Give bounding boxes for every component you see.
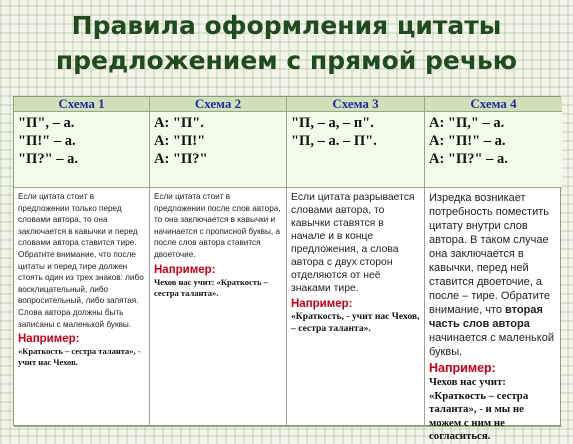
pattern-line: "П", – а. xyxy=(18,115,75,131)
rule-text xyxy=(429,191,558,359)
example-label: Например: xyxy=(154,263,216,276)
example-text: Чехов нас учит: «Краткость – сестра таланта». xyxy=(154,276,268,298)
rules-table xyxy=(13,96,561,443)
pattern-line: А: "П". xyxy=(154,115,204,131)
rule-text-end: начинается с маленькой буквы. xyxy=(429,332,554,358)
example-text: Чехов нас учит: «Краткость – сестра таланта», - и мы не можем с ним не согласиться. xyxy=(429,376,529,443)
example-label: Например: xyxy=(429,361,496,375)
rule-text-start: Изредка возникает потребность поместить цитату внутри слов автора. В таком случае она заключается в кавычки, перед ней ставится двоеточие, а после – тире. Обратите внимание, что xyxy=(429,192,550,316)
pattern-line: А: "П?" xyxy=(154,151,208,167)
example-label: Например: xyxy=(18,333,80,346)
rule-text: Если цитата разрывается словами автора, то кавычки ставятся в начале и в конце предложения, а слова автора с двух сторон отделяются от неё знаками тире. xyxy=(291,192,415,294)
pattern-line: А: "П!" – а. xyxy=(429,133,506,149)
example-text: «Краткость, - учит нас Чехов, – сестра таланта». xyxy=(291,311,420,334)
example-text xyxy=(18,346,145,368)
rule-cell-4 xyxy=(425,188,562,443)
pattern-line: А: "П," – а. xyxy=(429,115,505,131)
pattern-line: "П, – а. – П". xyxy=(291,133,377,149)
rule-text: Если цитата стоит в предложении только перед словами автора, то она заключается в кавычки и перед словами автора ставится тире. Обратите внимание, что после цитаты и перед тире должен стоять один из трех знаков: либо восклицательный, либо вопросительный, либо запятая. Слова автора должны быть записаны с маленькой буквы. xyxy=(18,192,144,329)
pattern-line: А: "П?" – а. xyxy=(429,151,508,167)
column-header-2: Схема 2 xyxy=(150,97,287,112)
title-line-2: предложением с прямой речью xyxy=(55,46,518,75)
pattern-line: "П?" – а. xyxy=(18,151,79,167)
rule-text-emphasis: вторая часть слов автора xyxy=(429,304,543,330)
title-line-1: Правила оформления цитаты xyxy=(71,11,502,40)
rule-cell-3 xyxy=(287,188,425,427)
pattern-cell-2 xyxy=(150,112,287,188)
pattern-line: А: "П!" xyxy=(154,133,206,149)
example-dash: - xyxy=(137,346,141,357)
pattern-line: "П!" – а. xyxy=(18,133,76,149)
page-title xyxy=(0,8,573,78)
pattern-cell-1 xyxy=(14,112,150,188)
pattern-cell-3 xyxy=(287,112,425,188)
column-header-4: Схема 4 xyxy=(425,97,562,112)
rule-cell-2 xyxy=(150,188,287,427)
example-label: Например: xyxy=(291,298,353,310)
column-header-3: Схема 3 xyxy=(287,97,425,112)
column-header-1: Схема 1 xyxy=(14,97,150,112)
rule-text: Если цитата стоит в предложении после слов автора, то она заключается в кавычки и начинается с прописной буквы, а после слов автора ставится двоеточие. xyxy=(154,192,281,259)
pattern-line: "П, – а, – п". xyxy=(291,115,374,131)
example-tail: учит нас Чехов. xyxy=(18,357,78,368)
example-quote: «Краткость – сестра таланта», xyxy=(18,346,136,357)
rule-cell-1 xyxy=(14,188,150,427)
pattern-cell-4 xyxy=(425,112,562,188)
